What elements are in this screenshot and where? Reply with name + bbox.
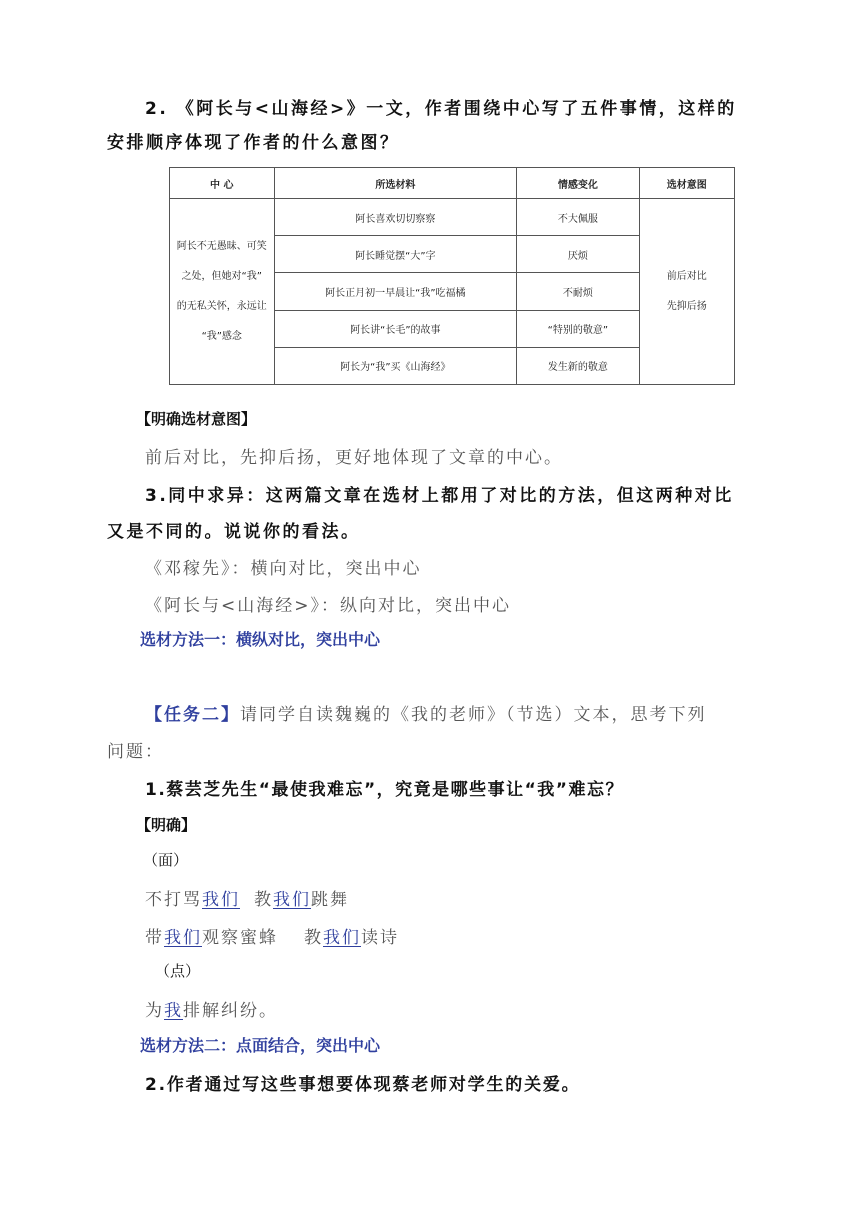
intent-line: 先抑后扬	[666, 300, 707, 312]
task-2-line-1	[145, 700, 707, 725]
clarify-intent-label: 【明确选材意图】	[136, 410, 257, 428]
material-cell: 阿长睡觉摆“大”字	[274, 236, 517, 273]
task-2-label: 【任务二】	[145, 705, 240, 725]
text: 观察蜜蜂	[202, 928, 278, 948]
point-label: （点）	[155, 962, 201, 980]
question-2-line-1: 2. 《阿长与<山海经>》一文，作者围绕中心写了五件事情，这样的	[145, 99, 737, 119]
text: 带	[145, 928, 164, 948]
emotion-cell: 不耐烦	[517, 273, 639, 310]
emotion-cell: “特别的敬意”	[517, 310, 639, 347]
clarify-intent-answer: 前后对比，先抑后扬，更好地体现了文章的中心。	[145, 448, 563, 468]
underlined-text: 我们	[164, 928, 202, 948]
intent-cell	[639, 199, 734, 385]
header-intent: 选材意图	[639, 168, 734, 199]
answer-ah-chang: 《阿长与<山海经>》：纵向对比，突出中心	[145, 596, 511, 616]
text: 教	[304, 928, 323, 948]
center-line: “我”感念	[201, 330, 242, 342]
question-3-line-2: 又是不同的。说说你的看法。	[107, 522, 361, 542]
text: 读诗	[361, 928, 399, 948]
answer-deng-jiaxian: 《邓稼先》：横向对比，突出中心	[145, 559, 422, 579]
material-cell: 阿长为“我”买《山海经》	[274, 347, 517, 384]
header-material: 所选材料	[274, 168, 517, 199]
material-cell: 阿长正月初一早晨让“我”吃福橘	[274, 273, 517, 310]
answer-line-1	[145, 885, 349, 910]
clarify-label: 【明确】	[136, 816, 197, 834]
header-center: 中 心	[170, 168, 275, 199]
underlined-text: 我们	[323, 928, 361, 948]
text: 为	[145, 1001, 164, 1021]
task-2-text: 请同学自读魏巍的《我的老师》（节选）文本，思考下列	[240, 705, 707, 725]
method-two: 选材方法二：点面结合，突出中心	[140, 1036, 381, 1055]
underlined-text: 我	[164, 1001, 183, 1021]
underlined-text: 我们	[202, 890, 240, 910]
task-2-question-1: 1.蔡芸芝先生“最使我难忘”，究竟是哪些事让“我”难忘？	[145, 780, 624, 800]
center-cell	[170, 199, 275, 385]
text: 排解纠纷。	[183, 1001, 278, 1021]
table-header-row	[170, 168, 735, 199]
underlined-text: 我们	[273, 890, 311, 910]
text: 不打骂	[145, 890, 202, 910]
emotion-cell: 不大佩服	[517, 199, 639, 236]
center-line: 之处，但她对“我”	[181, 270, 262, 282]
method-one: 选材方法一：横纵对比，突出中心	[140, 630, 381, 649]
material-table	[169, 167, 735, 385]
task-2-line-2: 问题：	[107, 742, 164, 762]
intent-line: 前后对比	[666, 270, 707, 282]
face-label: （面）	[143, 851, 189, 869]
answer-line-3	[145, 996, 278, 1021]
emotion-cell: 厌烦	[517, 236, 639, 273]
answer-line-2	[145, 923, 399, 948]
center-line: 阿长不无愚昧、可笑	[176, 240, 267, 252]
material-cell: 阿长讲“长毛”的故事	[274, 310, 517, 347]
question-3-line-1: 3.同中求异：这两篇文章在选材上都用了对比的方法，但这两种对比	[145, 486, 734, 506]
material-cell: 阿长喜欢切切察察	[274, 199, 517, 236]
header-emotion: 情感变化	[517, 168, 639, 199]
text: 跳舞	[311, 890, 349, 910]
emotion-cell: 发生新的敬意	[517, 347, 639, 384]
center-line: 的无私关怀，永远让	[176, 300, 267, 312]
question-2-line-2: 安排顺序体现了作者的什么意图？	[107, 133, 400, 153]
task-2-question-2: 2.作者通过写这些事想要体现蔡老师对学生的关爱。	[145, 1075, 581, 1095]
table-row	[170, 199, 735, 236]
text: 教	[254, 890, 273, 910]
